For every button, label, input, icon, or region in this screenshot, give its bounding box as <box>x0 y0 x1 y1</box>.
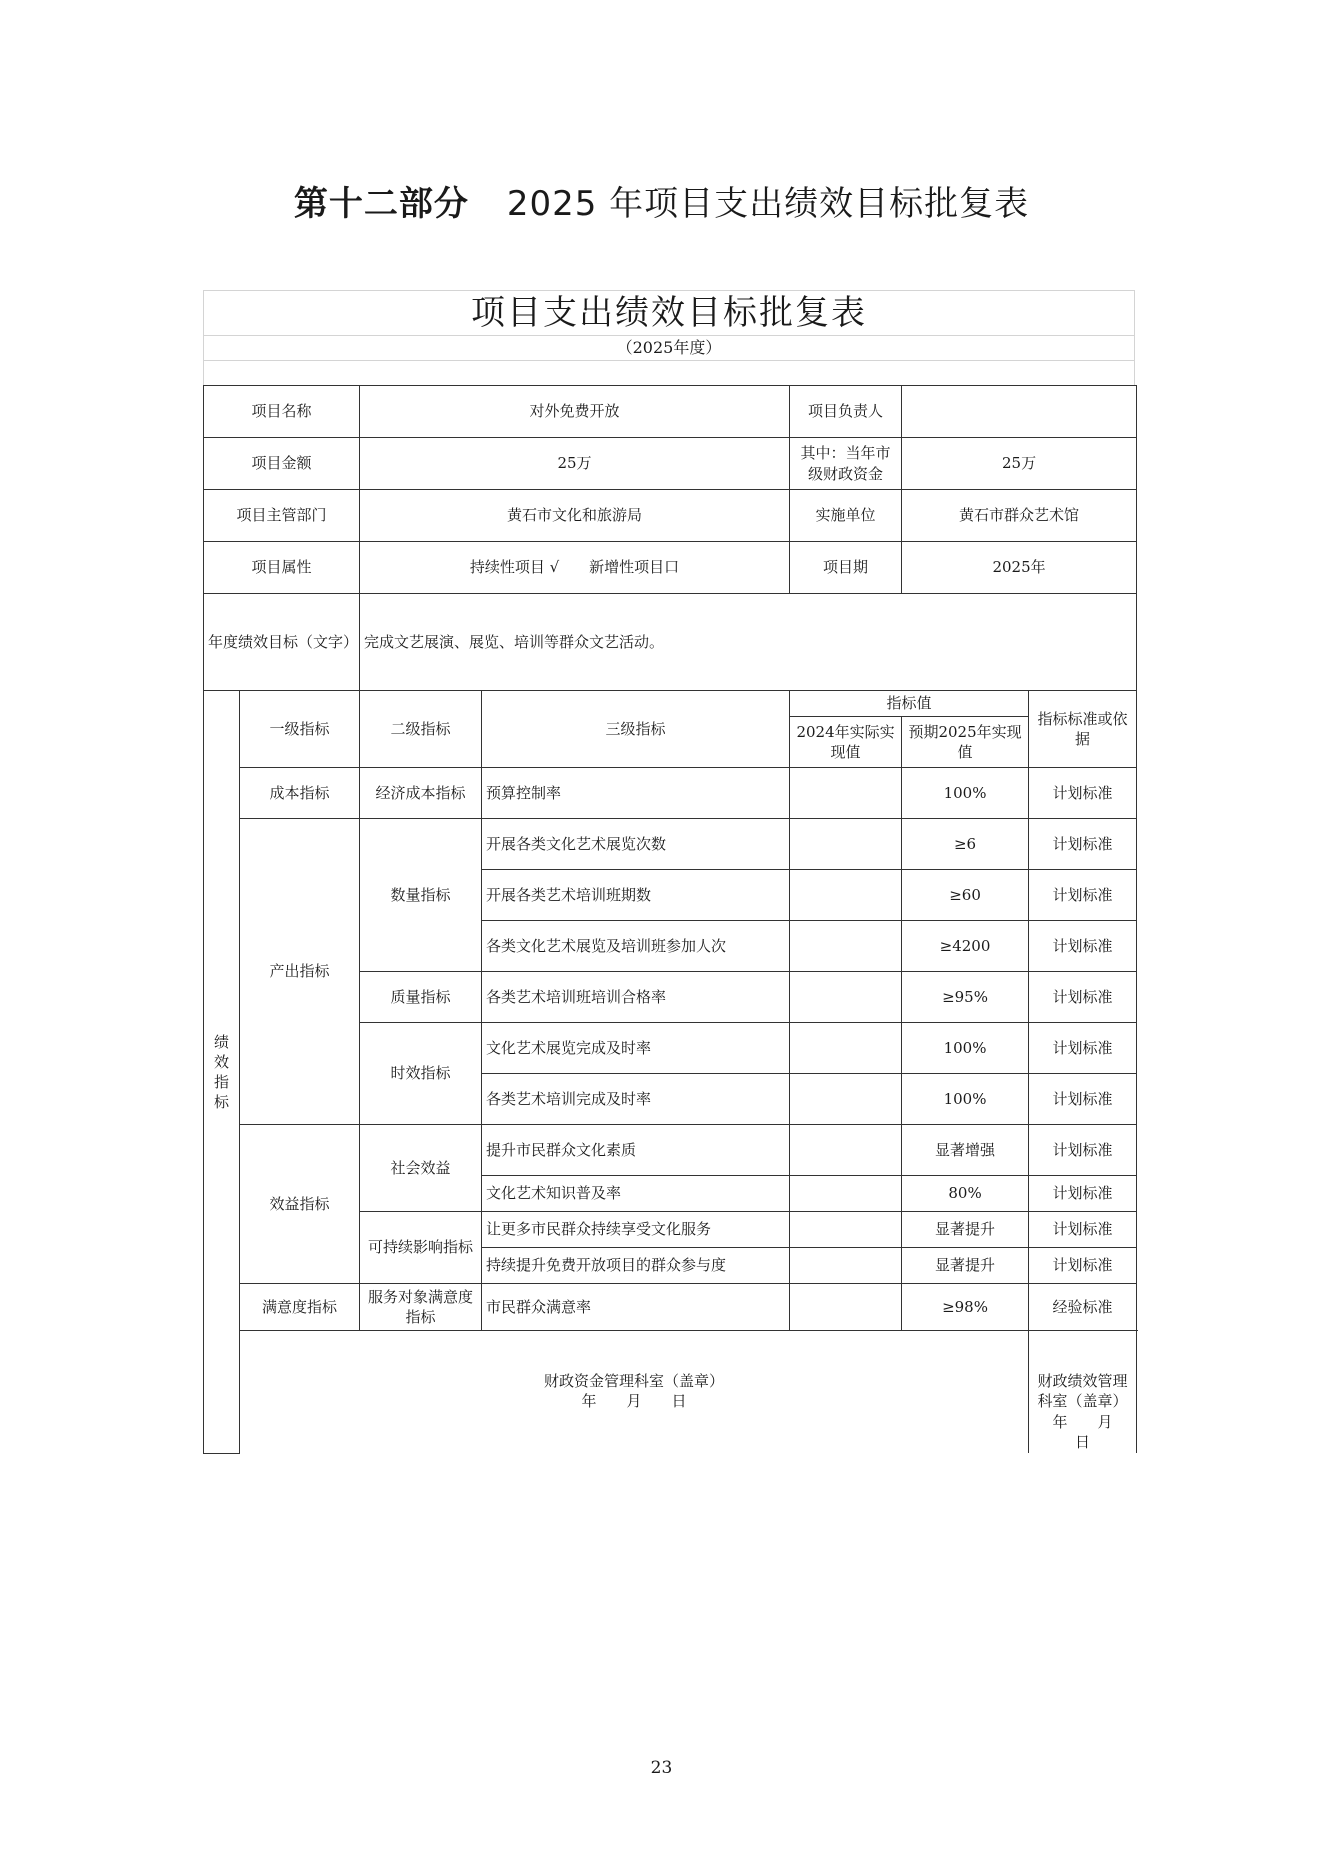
indicator-row <box>204 1284 1137 1331</box>
indicator-actual <box>790 1212 902 1248</box>
indicator-expected: 100% <box>902 1023 1029 1074</box>
indicator-actual <box>790 1023 902 1074</box>
indicator-name: 市民群众满意率 <box>482 1284 790 1331</box>
unit-value: 黄石市群众艺术馆 <box>902 490 1137 542</box>
indicator-expected: ≥4200 <box>902 921 1029 972</box>
performance-side-label: 绩效指标 <box>204 691 240 1454</box>
indicator-name: 文化艺术知识普及率 <box>482 1176 790 1212</box>
indicator-standard: 计划标准 <box>1029 768 1137 819</box>
sustainable-level2: 可持续影响指标 <box>360 1212 482 1284</box>
indicator-name: 文化艺术展览完成及时率 <box>482 1023 790 1074</box>
indicator-name: 开展各类文化艺术展览次数 <box>482 819 790 870</box>
form-title: 项目支出绩效目标批复表 <box>203 290 1135 335</box>
indicator-actual <box>790 1125 902 1176</box>
indicator-expected: ≥6 <box>902 819 1029 870</box>
indicator-actual <box>790 1248 902 1284</box>
timeliness-level2: 时效指标 <box>360 1023 482 1125</box>
indicator-name: 各类艺术培训班培训合格率 <box>482 972 790 1023</box>
benefit-level1: 效益指标 <box>240 1125 360 1284</box>
indicator-name: 预算控制率 <box>482 768 790 819</box>
dept-label: 项目主管部门 <box>204 490 360 542</box>
indicator-standard: 经验标准 <box>1029 1284 1137 1331</box>
header-expected-2025: 预期2025年实现值 <box>902 717 1029 768</box>
satisfaction-level2: 服务对象满意度指标 <box>360 1284 482 1331</box>
indicator-header-row-1 <box>204 691 1137 717</box>
indicator-name: 持续提升免费开放项目的群众参与度 <box>482 1248 790 1284</box>
indicator-expected: 100% <box>902 1074 1029 1125</box>
attr-label: 项目属性 <box>204 542 360 594</box>
cost-level1: 成本指标 <box>240 768 360 819</box>
page-heading <box>0 176 1323 225</box>
indicator-standard: 计划标准 <box>1029 1212 1137 1248</box>
signature-left <box>240 1331 1029 1454</box>
header-level3: 三级指标 <box>482 691 790 768</box>
indicator-name: 让更多市民群众持续享受文化服务 <box>482 1212 790 1248</box>
indicator-standard: 计划标准 <box>1029 1023 1137 1074</box>
indicator-row <box>204 819 1137 870</box>
indicator-actual <box>790 1074 902 1125</box>
form-header <box>203 290 1135 385</box>
indicator-actual <box>790 972 902 1023</box>
header-level1: 一级指标 <box>240 691 360 768</box>
performance-table <box>203 385 1143 1454</box>
quality-level2: 质量指标 <box>360 972 482 1023</box>
form-year: （2025年度） <box>203 335 1135 360</box>
name-label: 项目名称 <box>204 386 360 438</box>
indicator-standard: 计划标准 <box>1029 1125 1137 1176</box>
heading-part: 第十二部分 <box>293 184 469 224</box>
satisfaction-level1: 满意度指标 <box>240 1284 360 1331</box>
dept-value: 黄石市文化和旅游局 <box>360 490 790 542</box>
output-level1: 产出指标 <box>240 819 360 1125</box>
quantity-level2: 数量指标 <box>360 819 482 972</box>
indicator-actual <box>790 768 902 819</box>
indicator-name: 各类文化艺术展览及培训班参加人次 <box>482 921 790 972</box>
amount-label: 项目金额 <box>204 438 360 490</box>
goal-row <box>204 594 1137 691</box>
indicator-expected: 显著提升 <box>902 1212 1029 1248</box>
period-label: 项目期 <box>790 542 902 594</box>
left-office-label: 财政资金管理科室（盖章） <box>544 1372 725 1390</box>
indicator-actual <box>790 921 902 972</box>
indicator-row <box>204 768 1137 819</box>
goal-label: 年度绩效目标（文字） <box>204 594 360 691</box>
goal-value: 完成文艺展演、展览、培训等群众文艺活动。 <box>360 594 1137 691</box>
indicator-row <box>204 1125 1137 1176</box>
leader-value <box>902 386 1137 438</box>
indicator-standard: 计划标准 <box>1029 972 1137 1023</box>
right-date-line: 年 月 日 <box>1052 1412 1143 1451</box>
form-blank-row <box>203 360 1135 385</box>
indicator-name: 各类艺术培训完成及时率 <box>482 1074 790 1125</box>
social-level2: 社会效益 <box>360 1125 482 1212</box>
indicator-actual <box>790 1284 902 1331</box>
indicator-standard: 计划标准 <box>1029 1176 1137 1212</box>
page-number: 23 <box>650 1758 673 1778</box>
name-value: 对外免费开放 <box>360 386 790 438</box>
indicator-actual <box>790 870 902 921</box>
info-row-attr <box>204 542 1137 594</box>
indicator-name: 开展各类艺术培训班期数 <box>482 870 790 921</box>
header-standard: 指标标准或依据 <box>1029 691 1137 768</box>
left-date-line: 年 月 日 <box>581 1392 687 1411</box>
unit-label: 实施单位 <box>790 490 902 542</box>
indicator-standard: 计划标准 <box>1029 870 1137 921</box>
info-row-dept <box>204 490 1137 542</box>
header-level2: 二级指标 <box>360 691 482 768</box>
indicator-actual <box>790 1176 902 1212</box>
period-value: 2025年 <box>902 542 1137 594</box>
indicator-expected: 100% <box>902 768 1029 819</box>
signature-right <box>1029 1331 1143 1454</box>
indicator-expected: 显著增强 <box>902 1125 1029 1176</box>
header-actual-2024: 2024年实际实现值 <box>790 717 902 768</box>
indicator-standard: 计划标准 <box>1029 921 1137 972</box>
indicator-expected: ≥95% <box>902 972 1029 1023</box>
cost-level2: 经济成本指标 <box>360 768 482 819</box>
city-fund-value: 25万 <box>902 438 1137 490</box>
heading-title: 2025 年项目支出绩效目标批复表 <box>506 184 1030 224</box>
city-fund-label: 其中：当年市级财政资金 <box>790 438 902 490</box>
indicator-standard: 计划标准 <box>1029 819 1137 870</box>
indicator-standard: 计划标准 <box>1029 1074 1137 1125</box>
amount-value: 25万 <box>360 438 790 490</box>
right-office-label: 财政绩效管理科室（盖章） <box>1037 1372 1128 1411</box>
indicator-expected: 80% <box>902 1176 1029 1212</box>
attr-value: 持续性项目 √ 新增性项目口 <box>360 542 790 594</box>
indicator-expected: ≥60 <box>902 870 1029 921</box>
indicator-expected: 显著提升 <box>902 1248 1029 1284</box>
info-row-amount <box>204 438 1137 490</box>
indicator-standard: 计划标准 <box>1029 1248 1137 1284</box>
indicator-actual <box>790 819 902 870</box>
info-row-name <box>204 386 1137 438</box>
indicator-name: 提升市民群众文化素质 <box>482 1125 790 1176</box>
header-value-group: 指标值 <box>790 691 1029 717</box>
indicator-expected: ≥98% <box>902 1284 1029 1331</box>
leader-label: 项目负责人 <box>790 386 902 438</box>
signature-row <box>204 1331 1137 1454</box>
